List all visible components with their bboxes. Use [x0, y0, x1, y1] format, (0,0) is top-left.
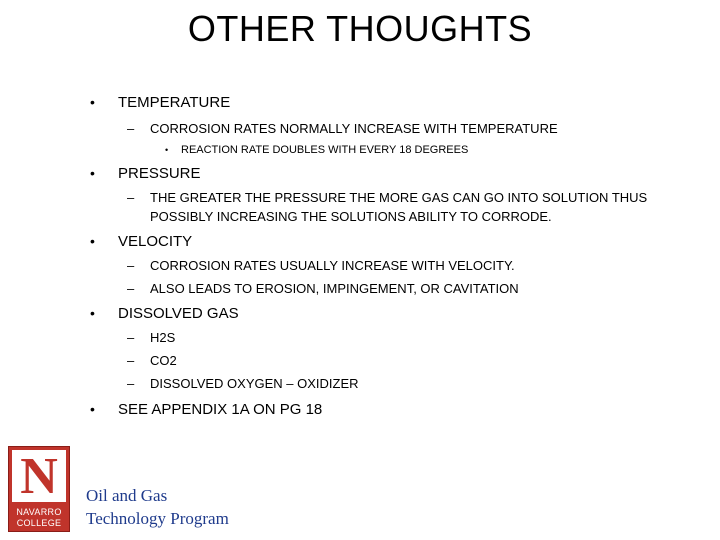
sub-item-text-line2: POSSIBLY INCREASING THE SOLUTIONS ABILITY TO CORRODE. — [150, 209, 552, 224]
dash-icon: – — [127, 121, 135, 136]
program-line2: Technology Program — [86, 509, 229, 528]
dash-icon: – — [127, 330, 135, 345]
bullet-label: SEE APPENDIX 1A ON PG 18 — [118, 401, 323, 418]
sub-item-text: CORROSION RATES USUALLY INCREASE WITH VELOCITY. — [150, 258, 515, 273]
bullet-icon: • — [90, 401, 95, 417]
sub-item-text: CORROSION RATES NORMALLY INCREASE WITH TEMPERATURE — [150, 121, 558, 136]
program-name — [86, 484, 229, 530]
bullet-icon: • — [90, 233, 95, 249]
logo-word-college: COLLEGE — [16, 518, 62, 528]
detail-item-text: REACTION RATE DOUBLES WITH EVERY 18 DEGREES — [181, 144, 469, 156]
dash-icon: – — [127, 190, 135, 205]
bullet-icon: • — [90, 305, 95, 321]
logo-word-navarro: NAVARRO — [16, 507, 62, 517]
dash-icon: – — [127, 281, 135, 296]
bullet-icon: • — [90, 94, 95, 110]
sub-item-text: ALSO LEADS TO EROSION, IMPINGEMENT, OR CAVITATION — [150, 281, 519, 296]
bullet-label: TEMPERATURE — [118, 94, 231, 111]
logo-letter: N — [12, 450, 66, 502]
bullet-label: VELOCITY — [118, 233, 193, 250]
bullet-label: PRESSURE — [118, 165, 201, 182]
bullet-icon: • — [165, 145, 169, 155]
sub-item-text: H2S — [150, 330, 176, 345]
dash-icon: – — [127, 376, 135, 391]
sub-item-text: CO2 — [150, 353, 177, 368]
sub-item-text-line1: THE GREATER THE PRESSURE THE MORE GAS CAN GO INTO SOLUTION THUS — [150, 190, 648, 205]
dash-icon: – — [127, 353, 135, 368]
navarro-college-logo — [8, 446, 70, 532]
bullet-icon: • — [90, 165, 95, 181]
sub-item-text: DISSOLVED OXYGEN – OXIDIZER — [150, 376, 359, 391]
slide-title: OTHER THOUGHTS — [187, 8, 533, 49]
dash-icon: – — [127, 258, 135, 273]
program-line1: Oil and Gas — [86, 486, 168, 505]
bullet-label: DISSOLVED GAS — [118, 305, 239, 322]
